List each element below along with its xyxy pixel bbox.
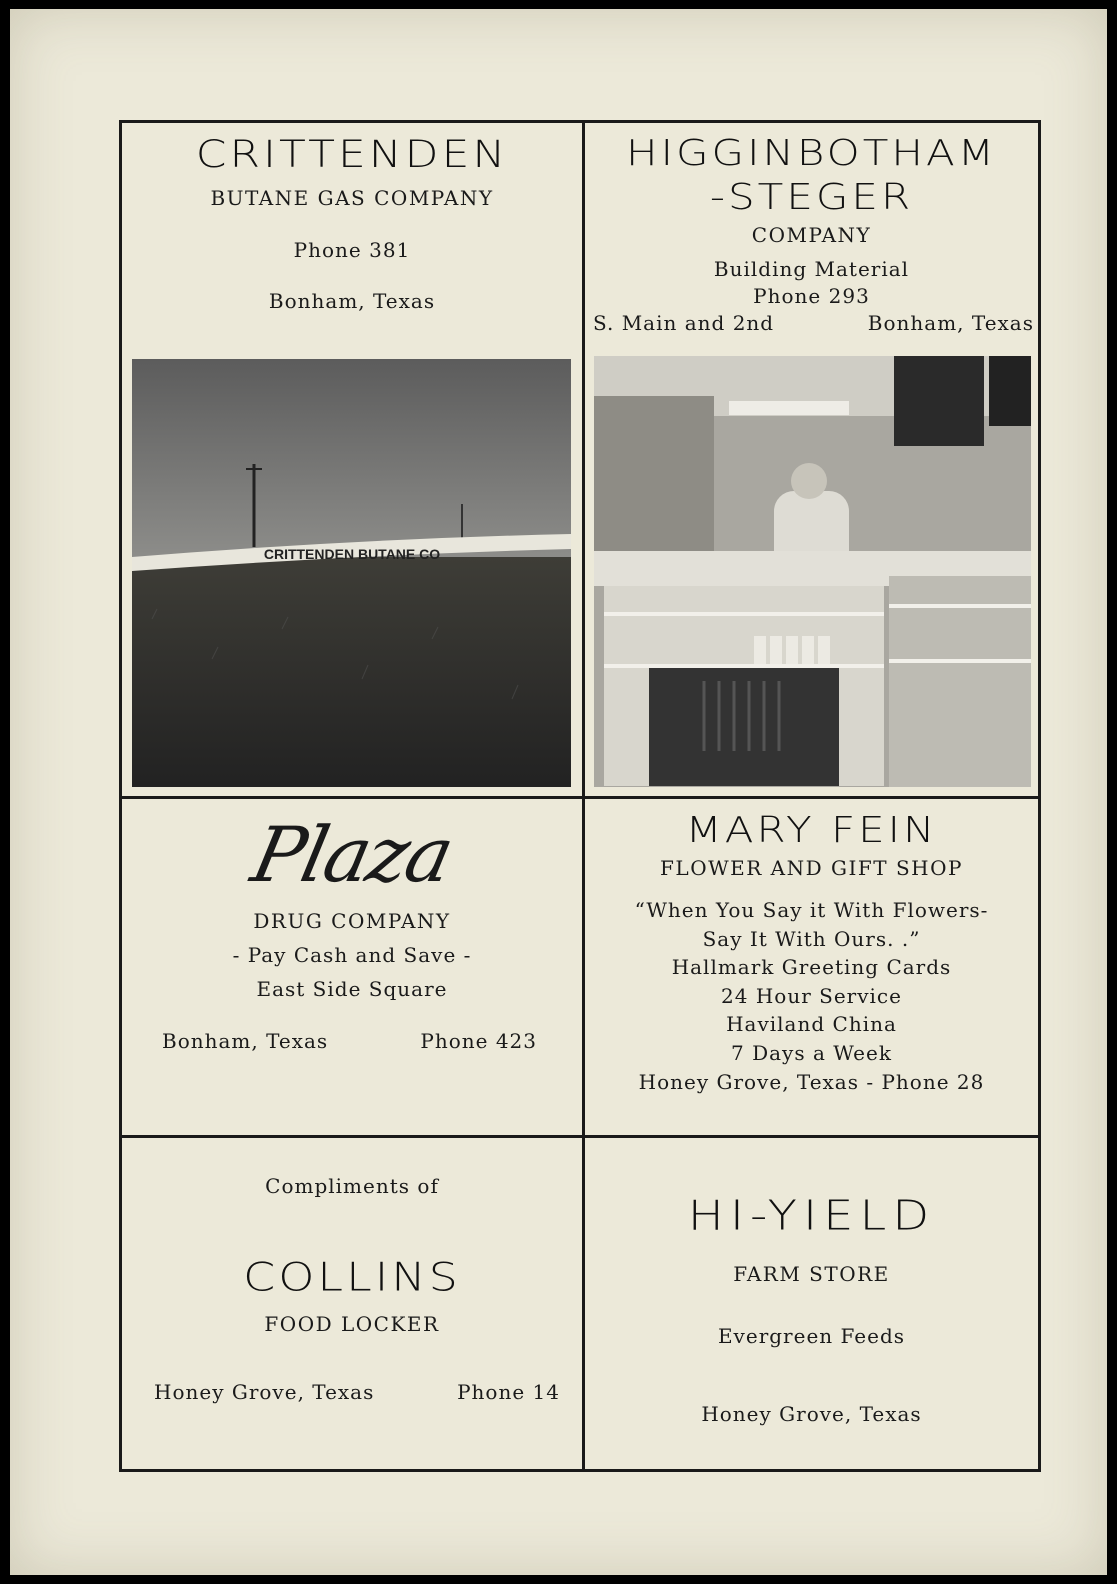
plaza-address: East Side Square xyxy=(256,977,448,1001)
hi-yield-location: Honey Grove, Texas xyxy=(701,1402,922,1426)
mary-fein-details xyxy=(585,896,1038,1096)
hi-yield-feeds: Evergreen Feeds xyxy=(717,1324,906,1348)
crittenden-name: CRITTENDEN xyxy=(195,132,509,177)
plaza-subtitle: DRUG COMPANY xyxy=(253,909,451,933)
higginbotham-address-row xyxy=(585,311,1038,335)
collins-phone: Phone 14 xyxy=(457,1380,560,1404)
crittenden-location: Bonham, Texas xyxy=(268,289,436,313)
mary-fein-line: 24 Hour Service xyxy=(721,983,902,1008)
ad-collins xyxy=(122,1138,582,1469)
higginbotham-subtitle: COMPANY xyxy=(751,223,872,247)
mary-fein-line: Haviland China xyxy=(726,1012,897,1037)
higginbotham-name-line2: -STEGER xyxy=(709,175,914,218)
crittenden-sign: CRITTENDEN BUTANE CO xyxy=(263,546,441,562)
higginbotham-phone: Phone 293 xyxy=(753,284,870,308)
crittenden-subtitle: BUTANE GAS COMPANY xyxy=(210,186,494,210)
higginbotham-name-line1: HIGGINBOTHAM xyxy=(626,131,997,174)
mary-fein-line: 7 Days a Week xyxy=(731,1040,892,1065)
plaza-name: Plaza xyxy=(244,810,460,899)
plaza-slogan: - Pay Cash and Save - xyxy=(232,943,472,967)
collins-name: COLLINS xyxy=(243,1254,461,1300)
plaza-phone: Phone 423 xyxy=(420,1029,537,1053)
crittenden-phone: Phone 381 xyxy=(293,238,411,262)
hi-yield-subtitle: FARM STORE xyxy=(733,1262,890,1286)
ad-plaza-drug xyxy=(122,799,582,1135)
collins-location: Honey Grove, Texas xyxy=(154,1380,375,1404)
higginbotham-address: S. Main and 2nd xyxy=(593,311,775,335)
mary-fein-line: “When You Say it With Flowers- xyxy=(634,898,989,922)
ad-hi-yield xyxy=(585,1138,1038,1469)
higginbotham-photo xyxy=(594,356,1031,787)
plaza-contact-row xyxy=(122,1029,582,1053)
ad-higginbotham-steger xyxy=(585,123,1038,796)
ad-grid xyxy=(119,120,1041,1472)
mary-fein-line: Hallmark Greeting Cards xyxy=(671,955,952,980)
ad-mary-fein xyxy=(585,799,1038,1135)
mary-fein-line: Say It With Ours. .” xyxy=(702,926,921,951)
collins-intro: Compliments of xyxy=(265,1174,439,1198)
collins-subtitle: FOOD LOCKER xyxy=(264,1312,440,1336)
ad-crittenden xyxy=(122,123,582,796)
collins-contact-row xyxy=(122,1380,582,1404)
higginbotham-line1: Building Material xyxy=(713,257,910,281)
hi-yield-name: HI-YIELD xyxy=(687,1192,936,1240)
higginbotham-location: Bonham, Texas xyxy=(867,311,1034,335)
crittenden-photo xyxy=(132,359,571,787)
mary-fein-subtitle: FLOWER AND GIFT SHOP xyxy=(660,856,963,880)
mary-fein-name: MARY FEIN xyxy=(685,808,938,851)
mary-fein-line: Honey Grove, Texas - Phone 28 xyxy=(638,1069,985,1094)
plaza-location: Bonham, Texas xyxy=(162,1029,329,1053)
